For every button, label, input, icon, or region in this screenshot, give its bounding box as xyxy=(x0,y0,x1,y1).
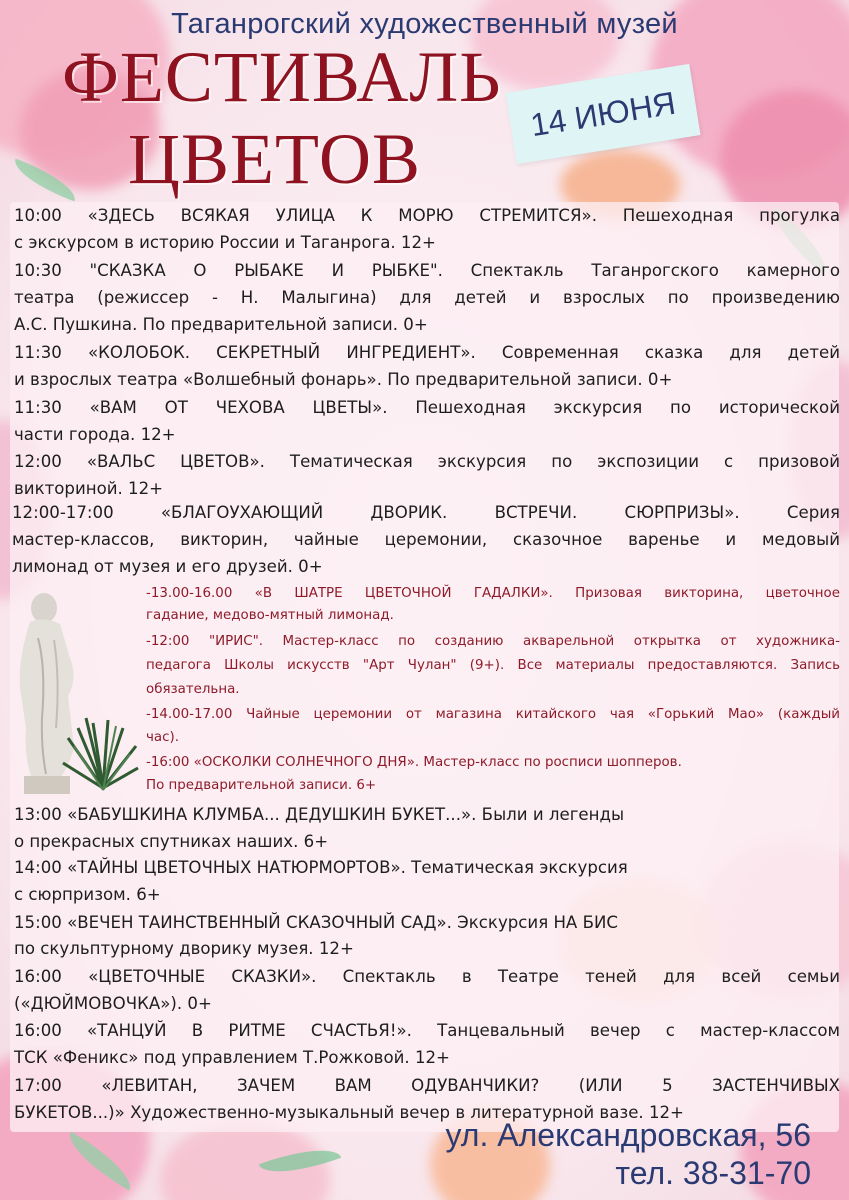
sub-event-line: -14.00-17.00 Чайные церемонии от магазина китайского чая «Горький Мао» (каждый xyxy=(146,707,840,722)
program-line: БУКЕТОВ...)» Художественно-музыкальный вечер в литературной вазе. 12+ xyxy=(14,1103,684,1122)
address: ул. Александровская, 56 xyxy=(445,1117,811,1153)
sub-event-line: -13.00-16.00 «В ШАТРЕ ЦВЕТОЧНОЙ ГАДАЛКИ». Призовая викторина, цветочное xyxy=(146,586,840,601)
program-line: 13:00 «БАБУШКИНА КЛУМБА... ДЕДУШКИН БУКЕТ...». Были и легенды xyxy=(14,805,625,824)
sub-event-line: педагога Школы искусств "Арт Чулан" (9+). Все материалы предоставляются. Запись xyxy=(146,658,840,673)
program-line: с сюрпризом. 6+ xyxy=(14,885,161,904)
program-line: А.С. Пушкина. По предварительной записи. 0+ xyxy=(14,315,428,334)
program-line: по скульптурному дворику музея. 12+ xyxy=(14,939,354,958)
program-line: о прекрасных спутниках наших. 6+ xyxy=(14,832,329,851)
program-line: 11:30 «КОЛОБОК. СЕКРЕТНЫЙ ИНГРЕДИЕНТ». Современная сказка для детей xyxy=(14,343,840,362)
date-text: 14 ИЮНЯ xyxy=(527,84,678,143)
sub-event-line: час). xyxy=(146,730,179,745)
program-line: 14:00 «ТАЙНЫ ЦВЕТОЧНЫХ НАТЮРМОРТОВ». Тематическая экскурсия xyxy=(14,858,628,877)
program-line: 11:30 «ВАМ ОТ ЧЕХОВА ЦВЕТЫ». Пешеходная экскурсия по исторической xyxy=(14,398,840,417)
program-line: 10:00 «ЗДЕСЬ ВСЯКАЯ УЛИЦА К МОРЮ СТРЕМИТСЯ». Пешеходная прогулка xyxy=(14,206,840,225)
program-line: 12:00-17:00 «БЛАГОУХАЮЩИЙ ДВОРИК. ВСТРЕЧИ. СЮРПРИЗЫ». Серия xyxy=(12,503,840,522)
program-line: 10:30 "СКАЗКА О РЫБАКЕ И РЫБКЕ". Спектакль Таганрогского камерного xyxy=(14,261,840,280)
program-line: мастер-классов, викторин, чайные церемонии, сказочное варенье и медовый xyxy=(12,530,840,549)
festival-title-line2: ЦВЕТОВ xyxy=(128,119,422,199)
sub-event-line: По предварительной записи. 6+ xyxy=(146,778,377,793)
sub-event-line: обязательна. xyxy=(146,682,240,697)
phone-number: тел. 38-31-70 xyxy=(615,1155,811,1191)
program-line: 17:00 «ЛЕВИТАН, ЗАЧЕМ ВАМ ОДУВАНЧИКИ? (ИЛИ 5 ЗАСТЕНЧИВЫХ xyxy=(14,1076,840,1095)
statue-image xyxy=(8,578,140,800)
sub-event-line: -12:00 "ИРИС". Мастер-класс по созданию акварельной открытка от художника- xyxy=(146,634,840,649)
program-line: 16:00 «ЦВЕТОЧНЫЕ СКАЗКИ». Спектакль в Театре теней для всей семьи xyxy=(14,967,840,986)
program-line: 16:00 «ТАНЦУЙ В РИТМЕ СЧАСТЬЯ!». Танцевальный вечер с мастер-классом xyxy=(14,1021,840,1040)
program-line: лимонад от музея и его друзей. 0+ xyxy=(12,557,323,576)
sub-event-line: гадание, медово-мятный лимонад. xyxy=(146,608,394,623)
program-line: 12:00 «ВАЛЬС ЦВЕТОВ». Тематическая экскурсия по экспозиции с призовой xyxy=(14,452,840,471)
program-line: театра (режиссер - Н. Малыгина) для детей и взрослых по произведению xyxy=(14,288,840,307)
sub-event-line: -16:00 «ОСКОЛКИ СОЛНЕЧНОГО ДНЯ». Мастер-класс по росписи шопперов. xyxy=(146,755,682,770)
program-line: с экскурсом в историю России и Таганрога. 12+ xyxy=(14,233,436,252)
festival-title-line1: ФЕСТИВАЛЬ xyxy=(62,37,502,117)
program-line: и взрослых театра «Волшебный фонарь». По предварительной записи. 0+ xyxy=(14,370,673,389)
program-line: («ДЮЙМОВОЧКА»). 0+ xyxy=(14,994,212,1013)
program-line: ТСК «Феникс» под управлением Т.Рожковой. 12+ xyxy=(14,1048,450,1067)
program-line: викториной. 12+ xyxy=(14,479,164,498)
program-line: 15:00 «ВЕЧЕН ТАИНСТВЕННЫЙ СКАЗОЧНЫЙ САД». Экскурсия НА БИС xyxy=(14,913,618,932)
museum-name: Таганрогский художественный музей xyxy=(171,8,678,40)
program-line: части города. 12+ xyxy=(14,425,176,444)
